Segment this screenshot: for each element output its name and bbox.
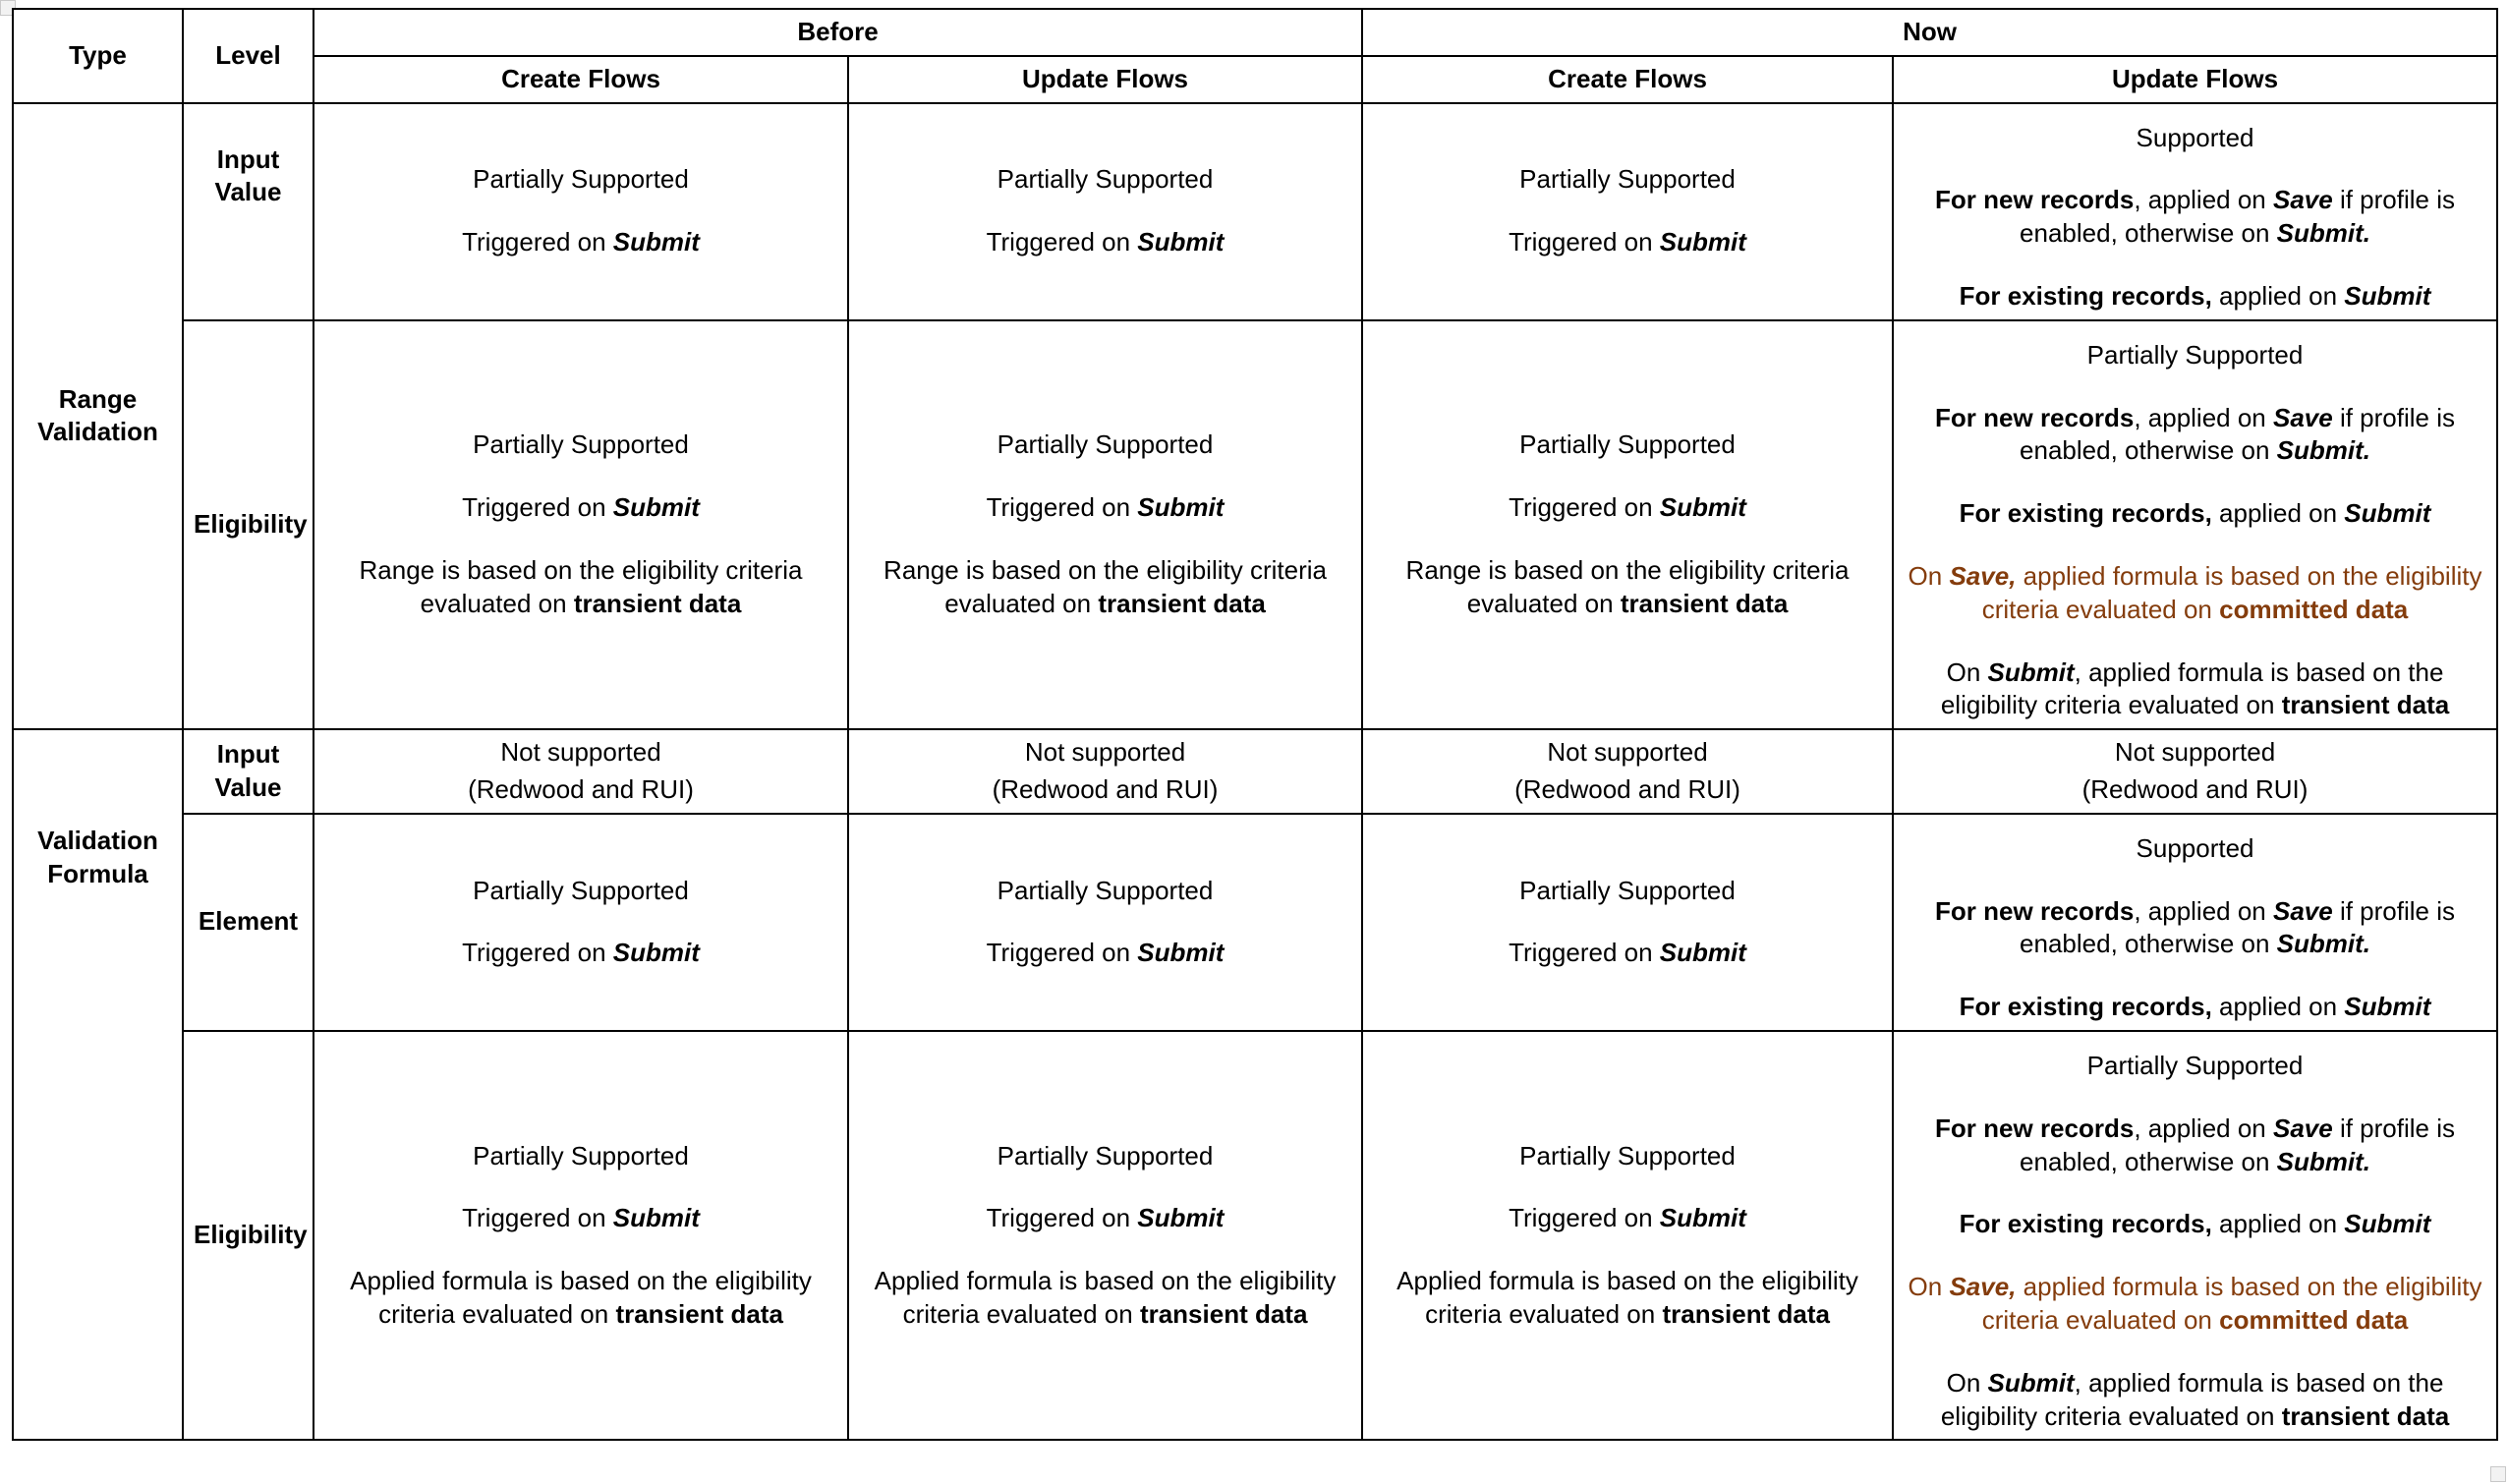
level-label-vf-eligibility: Eligibility xyxy=(183,1031,314,1440)
cell-vf-element-before-create xyxy=(314,814,848,1031)
text-on-prefix: On xyxy=(1946,1367,1988,1398)
text-otherwise-on: if profile is enabled, otherwise on xyxy=(2020,185,2455,249)
cell-vf-eligibility-now-update xyxy=(1893,1031,2497,1440)
cell-vf-element-now-update xyxy=(1893,814,2497,1031)
input-value-line-1: Input xyxy=(216,143,280,174)
text-new-records-label: For new records xyxy=(1935,1113,2135,1143)
text-data-kind: transient data xyxy=(1139,1298,1308,1329)
text-trigger-action: Submit xyxy=(1659,1203,1746,1233)
text-support-level: Partially Supported xyxy=(997,1140,1214,1170)
text-otherwise-on: if profile is enabled, otherwise on xyxy=(2020,895,2455,959)
text-applied-on: , applied on xyxy=(2134,185,2273,215)
text-submit-action: Submit. xyxy=(2276,218,2370,249)
text-trigger-prefix: Triggered on xyxy=(986,492,1138,523)
column-group-header-now: Now xyxy=(1362,9,2497,56)
text-applied-on: , applied on xyxy=(2134,402,2273,432)
text-data-kind: transient data xyxy=(573,588,742,618)
cell-vf-eligibility-now-create xyxy=(1362,1031,1893,1440)
text-existing-records-label: For existing records, xyxy=(1959,498,2212,529)
text-trigger-action: Submit xyxy=(1659,938,1746,968)
range-validation-line-2: Validation xyxy=(37,417,158,447)
text-support-level: Not supported xyxy=(2114,737,2276,768)
text-support-level: Partially Supported xyxy=(997,875,1214,905)
table-header-row-groups xyxy=(13,9,2497,56)
cell-rv-input-before-create xyxy=(314,103,848,320)
text-existing-records-label: For existing records, xyxy=(1959,1209,2212,1239)
text-trigger-action: Submit xyxy=(1137,492,1225,523)
text-submit-action: Submit xyxy=(2344,1209,2431,1239)
text-data-kind: committed data xyxy=(2219,1304,2409,1335)
text-platform-note: (Redwood and RUI) xyxy=(1514,773,1740,804)
table-row-range-validation-eligibility xyxy=(13,320,2497,729)
text-support-level: Partially Supported xyxy=(2086,1050,2304,1080)
text-submit-action: Submit xyxy=(1987,656,2075,687)
text-trigger-prefix: Triggered on xyxy=(1509,492,1660,523)
text-on-prefix: On xyxy=(1908,1272,1950,1302)
text-existing-records-label: For existing records, xyxy=(1959,280,2212,311)
column-header-level: Level xyxy=(183,9,314,103)
text-formula-basis: Applied formula is based on the eligibility criteria evaluated on xyxy=(1396,1266,1858,1329)
table-row-validation-formula-eligibility xyxy=(13,1031,2497,1440)
comparison-table xyxy=(12,8,2498,1441)
text-trigger-action: Submit xyxy=(612,227,700,257)
level-label-range-eligibility: Eligibility xyxy=(183,320,314,729)
cell-rv-input-before-update xyxy=(848,103,1362,320)
text-on-prefix: On xyxy=(1908,560,1950,591)
text-new-records-label: For new records xyxy=(1935,895,2135,926)
text-applied-on: applied on xyxy=(2211,992,2345,1022)
text-support-level: Partially Supported xyxy=(1519,1140,1736,1170)
text-new-records-label: For new records xyxy=(1935,185,2135,215)
page-corner-marker-bottom-right xyxy=(2490,1466,2506,1482)
text-save-action: Save, xyxy=(1949,1272,2017,1302)
validation-formula-line-1: Validation xyxy=(37,826,158,856)
text-submit-action: Submit xyxy=(2344,280,2431,311)
text-submit-action: Submit xyxy=(1987,1367,2075,1398)
text-trigger-action: Submit xyxy=(1659,227,1746,257)
table-row-validation-formula-input-value xyxy=(13,729,2497,814)
text-data-kind: transient data xyxy=(1098,588,1266,618)
text-support-level: Partially Supported xyxy=(1519,429,1736,460)
text-submit-action: Submit. xyxy=(2276,929,2370,959)
text-platform-note: (Redwood and RUI) xyxy=(2081,773,2308,804)
note-on-submit-transient-data xyxy=(1904,1367,2486,1434)
text-save-action: Save xyxy=(2273,895,2333,926)
cell-vf-input-before-create xyxy=(314,729,848,814)
row-group-label-range-validation xyxy=(13,103,183,730)
text-submit-action: Submit. xyxy=(2276,1146,2370,1176)
text-save-action: Save xyxy=(2273,402,2333,432)
text-applied-on: , applied on xyxy=(2134,895,2273,926)
text-trigger-prefix: Triggered on xyxy=(986,938,1138,968)
text-support-level: Supported xyxy=(2136,832,2254,863)
text-submit-action: Submit xyxy=(2344,498,2431,529)
text-trigger-action: Submit xyxy=(612,1203,700,1233)
text-trigger-action: Submit xyxy=(612,938,700,968)
cell-vf-eligibility-before-create xyxy=(314,1031,848,1440)
text-range-basis: Range is based on the eligibility criteria evaluated on xyxy=(359,554,803,618)
text-data-kind: transient data xyxy=(615,1298,783,1329)
cell-rv-eligibility-before-update xyxy=(848,320,1362,729)
text-applied-on: applied on xyxy=(2211,498,2345,529)
cell-rv-eligibility-now-update xyxy=(1893,320,2497,729)
column-group-header-before: Before xyxy=(314,9,1362,56)
text-formula-basis: applied formula is based on the eligibility criteria evaluated on xyxy=(1981,1272,2482,1335)
text-support-level: Partially Supported xyxy=(473,429,689,460)
text-trigger-prefix: Triggered on xyxy=(986,227,1138,257)
input-value-line-2: Value xyxy=(214,177,282,207)
text-range-basis: Range is based on the eligibility criteria evaluated on xyxy=(1405,554,1850,618)
table-row-range-validation-input-value xyxy=(13,103,2497,320)
text-trigger-prefix: Triggered on xyxy=(1509,938,1660,968)
column-header-now-create-flows: Create Flows xyxy=(1362,56,1893,103)
text-trigger-action: Submit xyxy=(1137,227,1225,257)
text-support-level: Partially Supported xyxy=(473,875,689,905)
cell-rv-input-now-create xyxy=(1362,103,1893,320)
text-existing-records-label: For existing records, xyxy=(1959,992,2212,1022)
text-new-records-label: For new records xyxy=(1935,402,2135,432)
text-support-level: Not supported xyxy=(1547,737,1708,768)
level-label-vf-input-value xyxy=(183,729,314,814)
column-header-type: Type xyxy=(13,9,183,103)
text-data-kind: transient data xyxy=(2281,1400,2450,1431)
text-trigger-prefix: Triggered on xyxy=(462,938,613,968)
note-on-save-committed-data xyxy=(1904,1271,2486,1338)
text-trigger-prefix: Triggered on xyxy=(986,1203,1138,1233)
text-on-prefix: On xyxy=(1946,656,1988,687)
text-support-level: Partially Supported xyxy=(997,164,1214,195)
note-on-submit-transient-data xyxy=(1904,656,2486,723)
cell-vf-input-before-update xyxy=(848,729,1362,814)
text-data-kind: committed data xyxy=(2219,594,2409,624)
text-save-action: Save xyxy=(2273,185,2333,215)
cell-vf-element-before-update xyxy=(848,814,1362,1031)
text-formula-basis: Applied formula is based on the eligibility criteria evaluated on xyxy=(874,1266,1337,1329)
row-group-label-validation-formula xyxy=(13,729,183,1440)
table-row-validation-formula-element xyxy=(13,814,2497,1031)
text-support-level: Partially Supported xyxy=(473,1140,689,1170)
text-trigger-action: Submit xyxy=(1137,938,1225,968)
text-range-basis: Range is based on the eligibility criteria evaluated on xyxy=(884,554,1327,618)
text-support-level: Partially Supported xyxy=(1519,875,1736,905)
input-value-line-1: Input xyxy=(216,739,280,770)
text-formula-basis: , applied formula is based on the eligibility criteria evaluated on xyxy=(1940,1367,2444,1431)
text-trigger-prefix: Triggered on xyxy=(1509,227,1660,257)
text-save-action: Save, xyxy=(1949,560,2017,591)
text-support-level: Not supported xyxy=(1024,737,1186,768)
text-support-level: Supported xyxy=(2136,122,2254,152)
cell-rv-eligibility-now-create xyxy=(1362,320,1893,729)
text-data-kind: transient data xyxy=(1662,1298,1830,1329)
text-applied-on: applied on xyxy=(2211,280,2345,311)
table-header-row-subcolumns xyxy=(13,56,2497,103)
text-platform-note: (Redwood and RUI) xyxy=(992,773,1219,804)
note-on-save-committed-data xyxy=(1904,560,2486,627)
cell-vf-input-now-create xyxy=(1362,729,1893,814)
text-trigger-action: Submit xyxy=(1137,1203,1225,1233)
text-trigger-prefix: Triggered on xyxy=(1509,1203,1660,1233)
input-value-line-2: Value xyxy=(214,771,282,802)
text-trigger-action: Submit xyxy=(612,492,700,523)
text-trigger-action: Submit xyxy=(1659,492,1746,523)
cell-vf-input-now-update xyxy=(1893,729,2497,814)
text-formula-basis: , applied formula is based on the eligibility criteria evaluated on xyxy=(1940,656,2444,720)
column-header-before-create-flows: Create Flows xyxy=(314,56,848,103)
text-support-level: Partially Supported xyxy=(1519,164,1736,195)
cell-vf-eligibility-before-update xyxy=(848,1031,1362,1440)
text-support-level: Partially Supported xyxy=(2086,339,2304,370)
text-data-kind: transient data xyxy=(2281,690,2450,720)
text-trigger-prefix: Triggered on xyxy=(462,227,613,257)
text-trigger-prefix: Triggered on xyxy=(462,1203,613,1233)
column-header-now-update-flows: Update Flows xyxy=(1893,56,2497,103)
text-support-level: Partially Supported xyxy=(997,429,1214,460)
column-header-before-update-flows: Update Flows xyxy=(848,56,1362,103)
text-otherwise-on: if profile is enabled, otherwise on xyxy=(2020,1113,2455,1176)
level-label-vf-element: Element xyxy=(183,814,314,1031)
text-formula-basis: applied formula is based on the eligibility criteria evaluated on xyxy=(1981,560,2482,624)
text-trigger-prefix: Triggered on xyxy=(462,492,613,523)
validation-formula-line-2: Formula xyxy=(47,858,148,888)
text-support-level: Partially Supported xyxy=(473,164,689,195)
text-save-action: Save xyxy=(2273,1113,2333,1143)
text-platform-note: (Redwood and RUI) xyxy=(468,773,694,804)
cell-rv-input-now-update xyxy=(1893,103,2497,320)
text-submit-action: Submit xyxy=(2344,992,2431,1022)
text-data-kind: transient data xyxy=(1620,588,1789,618)
text-otherwise-on: if profile is enabled, otherwise on xyxy=(2020,402,2455,466)
cell-rv-eligibility-before-create xyxy=(314,320,848,729)
text-applied-on: applied on xyxy=(2211,1209,2345,1239)
text-applied-on: , applied on xyxy=(2134,1113,2273,1143)
level-label-range-input-value xyxy=(183,103,314,320)
range-validation-line-1: Range xyxy=(58,383,138,414)
cell-vf-element-now-create xyxy=(1362,814,1893,1031)
text-support-level: Not supported xyxy=(500,737,661,768)
text-submit-action: Submit. xyxy=(2276,435,2370,466)
text-formula-basis: Applied formula is based on the eligibility criteria evaluated on xyxy=(350,1266,812,1329)
